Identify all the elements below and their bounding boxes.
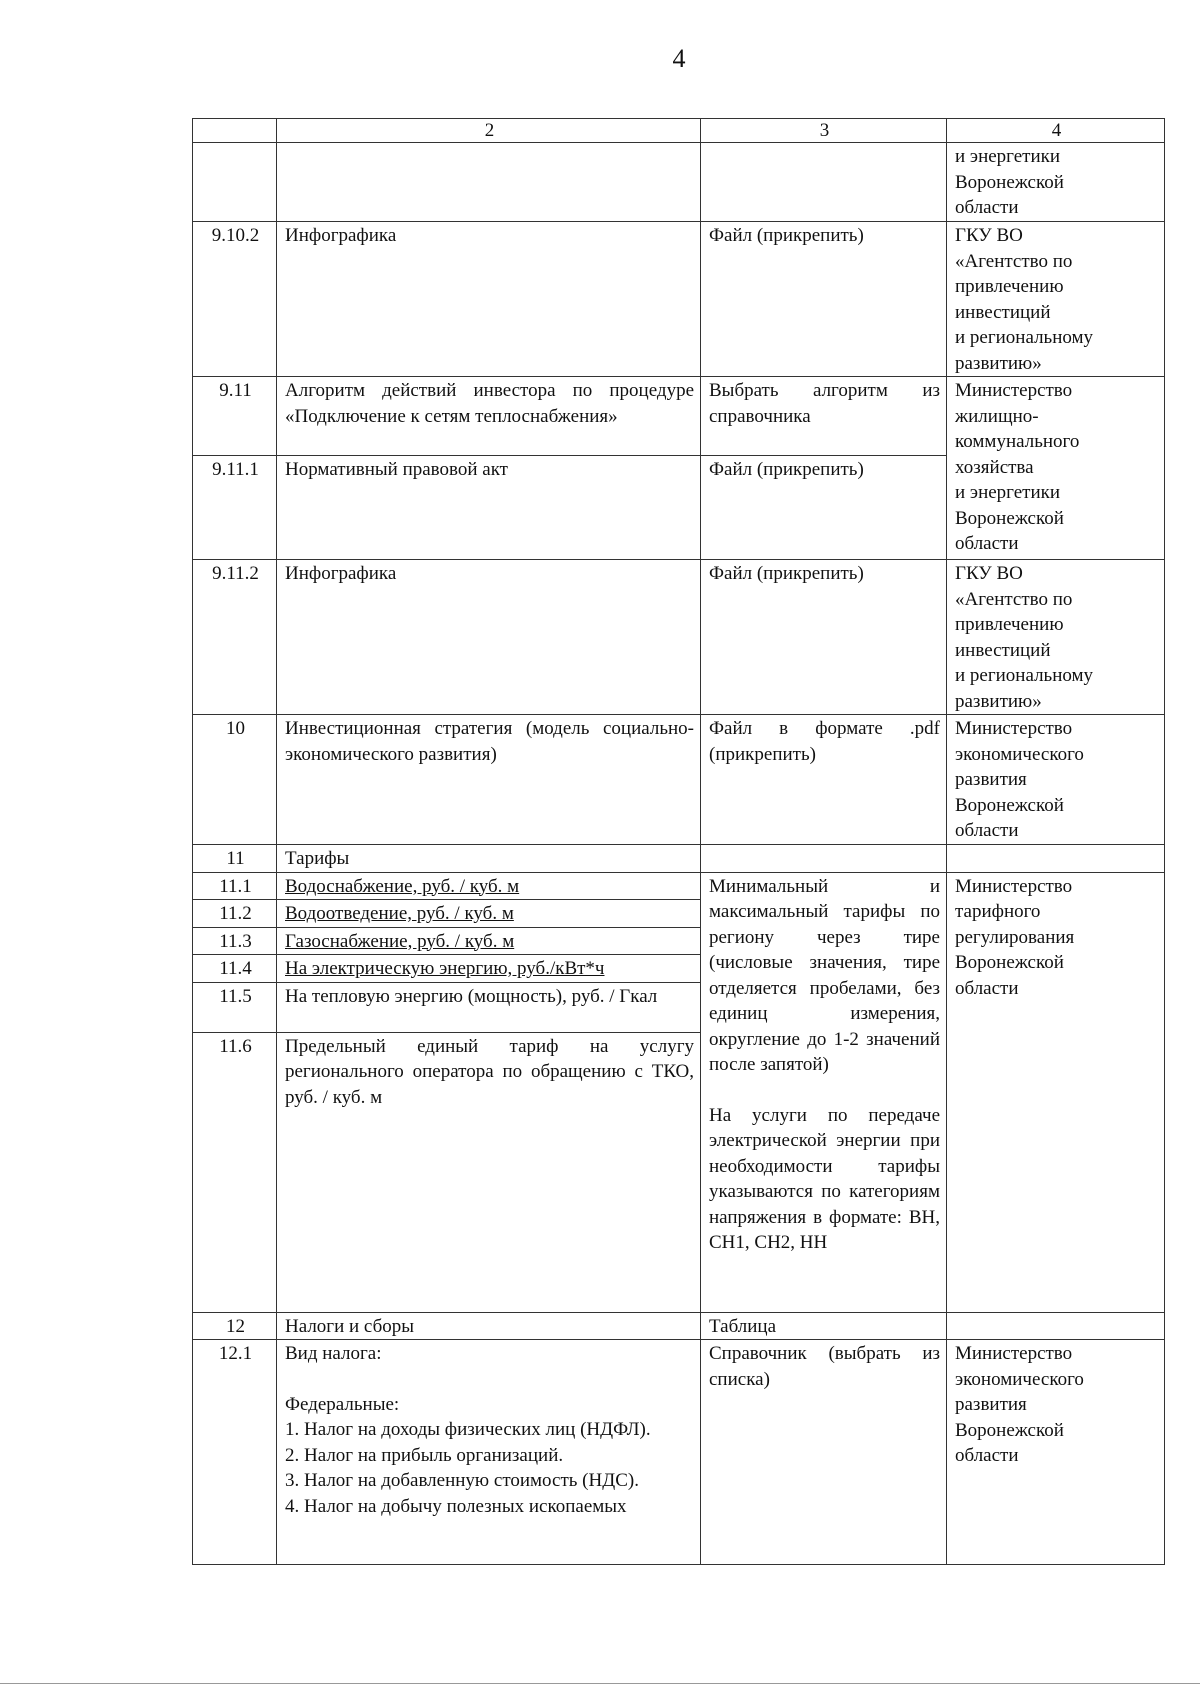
row-format xyxy=(701,872,947,1312)
org-line: развития xyxy=(955,1394,1027,1415)
org-line: инвестиций xyxy=(955,639,1051,661)
row-number: 11.2 xyxy=(193,900,277,928)
row-format xyxy=(701,845,947,873)
row-number: 10 xyxy=(193,715,277,845)
format-paragraph-2: На услуги по передаче электрической энергии при необходимости тарифы указываются по категориям напряжения в формате: ВН, СН1, СН2, НН xyxy=(709,1104,940,1253)
org-line: области xyxy=(955,533,1019,554)
header-col-2: 2 xyxy=(277,119,701,143)
header-col-3: 3 xyxy=(701,119,947,143)
org-line: «Агентство по xyxy=(955,250,1073,272)
header-col-4: 4 xyxy=(947,119,1165,143)
row-number: 12 xyxy=(193,1312,277,1340)
row-number: 9.10.2 xyxy=(193,222,277,377)
row-format: Выбрать алгоритм из справочника xyxy=(701,377,947,456)
row-number: 11.4 xyxy=(193,955,277,983)
org-line: Воронежской xyxy=(955,171,1064,193)
org-line: развитию» xyxy=(955,690,1042,712)
row-name: Нормативный правовой акт xyxy=(277,456,701,560)
name-line: 3. Налог на добавленную стоимость (НДС). xyxy=(285,1470,639,1491)
org-line: ГКУ ВО xyxy=(955,225,1023,246)
row-number: 11.6 xyxy=(193,1032,277,1312)
org-line: области xyxy=(955,197,1019,218)
paragraph-spacer xyxy=(285,1367,694,1392)
row-name xyxy=(277,143,701,222)
org-line: области xyxy=(955,820,1019,841)
row-org xyxy=(947,1312,1165,1340)
row-format: Таблица xyxy=(701,1312,947,1340)
row-number: 12.1 xyxy=(193,1340,277,1565)
org-line: регулирования xyxy=(955,926,1075,948)
row-org xyxy=(947,715,1165,845)
row-name: Налоги и сборы xyxy=(277,1312,701,1340)
row-name: Инфографика xyxy=(277,560,701,715)
org-line: области xyxy=(955,1445,1019,1466)
org-line: тарифного xyxy=(955,901,1041,922)
org-line: и региональному xyxy=(955,327,1094,348)
document-table-wrap xyxy=(192,118,1165,1565)
org-line: Воронежской xyxy=(955,794,1064,816)
row-org xyxy=(947,143,1165,222)
org-line: и региональному xyxy=(955,665,1094,686)
row-format: Файл в формате .pdf (прикрепить) xyxy=(701,715,947,845)
org-line: Воронежской xyxy=(955,952,1064,973)
row-org xyxy=(947,377,1165,560)
document-table xyxy=(192,118,1165,1565)
name-line: 4. Налог на добычу полезных ископаемых xyxy=(285,1495,627,1517)
org-line: «Агентство по xyxy=(955,588,1073,610)
table-row xyxy=(193,715,1165,845)
org-line: экономического xyxy=(955,1368,1084,1390)
row-number: 9.11 xyxy=(193,377,277,456)
row-org xyxy=(947,845,1165,873)
row-format: Файл (прикрепить) xyxy=(701,456,947,560)
table-row xyxy=(193,143,1165,222)
org-line: коммунального xyxy=(955,431,1080,452)
org-line: жилищно- xyxy=(955,405,1039,427)
table-row xyxy=(193,560,1165,715)
org-line: Министерство xyxy=(955,875,1073,897)
org-line: Министерство xyxy=(955,1343,1073,1364)
row-number: 11.1 xyxy=(193,872,277,900)
org-line: инвестиций xyxy=(955,301,1051,323)
header-col-1 xyxy=(193,119,277,143)
org-line: привлечению xyxy=(955,276,1064,297)
name-line: Вид налога: xyxy=(285,1343,382,1364)
org-line: и энергетики xyxy=(955,146,1061,167)
table-row xyxy=(193,222,1165,377)
table-row xyxy=(193,377,1165,456)
row-number: 11.3 xyxy=(193,927,277,955)
row-org xyxy=(947,1340,1165,1565)
paragraph-spacer xyxy=(709,1078,940,1103)
table-row xyxy=(193,845,1165,873)
row-name: Водоснабжение, руб. / куб. м xyxy=(277,872,701,900)
row-number: 11 xyxy=(193,845,277,873)
row-name xyxy=(277,1340,701,1565)
org-line: Министерство xyxy=(955,718,1073,739)
org-line: привлечению xyxy=(955,614,1064,635)
row-format: Файл (прикрепить) xyxy=(701,560,947,715)
table-row xyxy=(193,1312,1165,1340)
row-format xyxy=(701,143,947,222)
name-line: Федеральные: xyxy=(285,1393,400,1415)
row-org xyxy=(947,872,1165,1312)
row-org xyxy=(947,222,1165,377)
org-line: Воронежской xyxy=(955,1419,1064,1441)
row-name: Инфографика xyxy=(277,222,701,377)
name-line: 1. Налог на доходы физических лиц (НДФЛ). xyxy=(285,1419,651,1440)
org-line: ГКУ ВО xyxy=(955,563,1023,584)
row-number: 11.5 xyxy=(193,982,277,1032)
org-line: развития xyxy=(955,769,1027,790)
row-format: Файл (прикрепить) xyxy=(701,222,947,377)
org-line: и энергетики xyxy=(955,482,1061,503)
table-header-row xyxy=(193,119,1165,143)
row-name: Тарифы xyxy=(277,845,701,873)
row-name: На тепловую энергию (мощность), руб. / Гкал xyxy=(277,982,701,1032)
org-line: Воронежской xyxy=(955,507,1064,529)
row-number xyxy=(193,143,277,222)
org-line: развитию» xyxy=(955,352,1042,374)
row-name: Алгоритм действий инвестора по процедуре «Подключение к сетям теплоснабжения» xyxy=(277,377,701,456)
row-number: 9.11.1 xyxy=(193,456,277,560)
row-name: Газоснабжение, руб. / куб. м xyxy=(277,927,701,955)
row-number: 9.11.2 xyxy=(193,560,277,715)
table-row xyxy=(193,872,1165,900)
org-line: экономического xyxy=(955,743,1084,765)
org-line: Министерство xyxy=(955,380,1073,401)
row-name: Водоотведение, руб. / куб. м xyxy=(277,900,701,928)
page-number: 4 xyxy=(672,44,686,73)
row-format: Справочник (выбрать из списка) xyxy=(701,1340,947,1565)
row-name: Предельный единый тариф на услугу регионального оператора по обращению с ТКО, руб. / куб. м xyxy=(277,1032,701,1312)
name-line: 2. Налог на прибыль организаций. xyxy=(285,1444,564,1466)
org-line: области xyxy=(955,977,1019,999)
org-line: хозяйства xyxy=(955,456,1034,478)
row-org xyxy=(947,560,1165,715)
table-row xyxy=(193,1340,1165,1565)
format-paragraph-1: Минимальный и максимальный тарифы по региону через тире (числовые значения, тире отделяется пробелами, без единиц измерения, округление до 1-2 значений после запятой) xyxy=(709,875,940,1075)
bottom-scan-edge xyxy=(0,1683,1200,1684)
row-name: На электрическую энергию, руб./кВт*ч xyxy=(277,955,701,983)
row-name: Инвестиционная стратегия (модель социально-экономического развития) xyxy=(277,715,701,845)
